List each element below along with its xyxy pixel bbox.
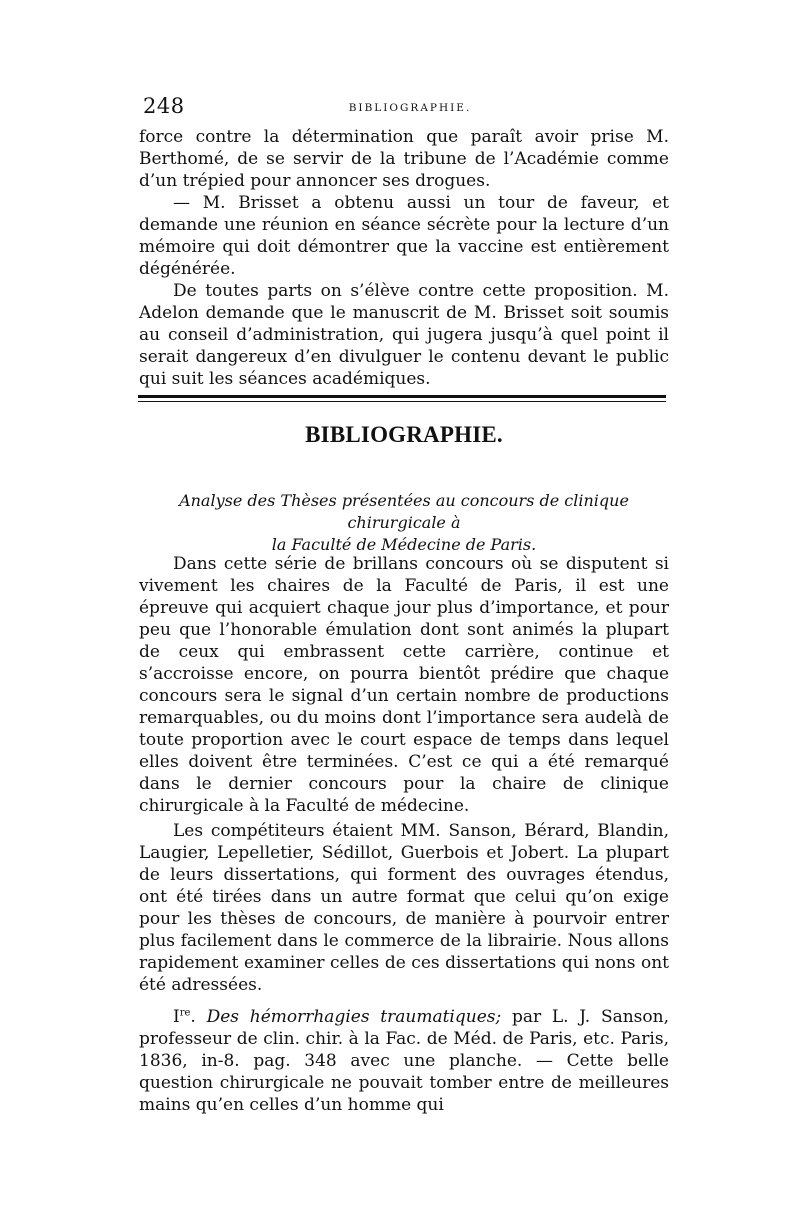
subtitle-line: la Faculté de Médecine de Paris.	[271, 535, 537, 554]
bibliography-body	[139, 553, 669, 1116]
divider-thin-rule	[138, 401, 666, 402]
body-paragraph: Les compétiteurs étaient MM. Sanson, Bérard, Blandin, Laugier, Lepelletier, Sédillot, Guerbois et Jobert. La plupart de leurs dissertations, qui forment des ouvrages étendus, ont été tirées dans un autre format que celui qu’on exige pour les thèses de concours, de manière à pourvoir entrer plus facilement dans le commerce de la librairie. Nous allons rapidement examiner celles de ces dissertations qui nons ont été adressées.	[139, 821, 669, 995]
entry-details: par L. J. Sanson, professeur de clin. chir. à la Fac. de Méd. de Paris, etc. Paris, 1836, in-8. pag. 348 avec une planche. — Cette belle question chirurgicale ne pouvait tomber entre de meilleures mains qu’en celles d’un homme qui	[139, 1007, 669, 1115]
bibliography-entry	[139, 1006, 669, 1116]
page-number: 248	[143, 94, 185, 118]
section-subtitle	[139, 490, 669, 556]
preceding-text-block	[139, 126, 669, 390]
body-paragraph: Dans cette série de brillans concours où se disputent si vivement les chaires de la Faculté de Paris, il est une épreuve qui acquiert chaque jour plus d’importance, et pour peu que l’honorable émulation dont sont animés la plupart de ceux qui embrassent cette carrière, continue et s’accroisse encore, on pourra bientôt prédire que chaque concours sera le signal d’un certain nombre de productions remarquables, ou du moins dont l’importance sera audelà de toute proportion avec le court espace de temps dans lequel elles doivent être terminées. C’est ce qui a été remarqué dans le dernier concours pour la chaire de clinique chirurgicale à la Faculté de médecine.	[139, 554, 669, 816]
section-title: BIBLIOGRAPHIE.	[305, 422, 503, 447]
text-paragraph: — M. Brisset a obtenu aussi un tour de faveur, et demande une réunion en séance sécrète pour la lecture d’un mémoire qui doit démontrer que la vaccine est entièrement dégénérée.	[139, 193, 669, 279]
divider-thick-rule	[138, 395, 666, 398]
subtitle-line: Analyse des Thèses présentées au concours de clinique chirurgicale à	[179, 491, 629, 532]
running-title: BIBLIOGRAPHIE.	[348, 102, 472, 114]
text-paragraph: De toutes parts on s’élève contre cette proposition. M. Adelon demande que le manuscrit de M. Brisset soit soumis au conseil d’administration, qui jugera jusqu’à quel point il serait dangereux d’en divulguer le contenu devant le public qui suit les séances académiques.	[139, 281, 669, 389]
entry-separator: .	[190, 1007, 207, 1027]
entry-superscript: re	[179, 1007, 191, 1019]
entry-roman-numeral: I	[173, 1007, 180, 1027]
section-divider	[138, 395, 666, 405]
text-paragraph: force contre la détermination que paraît avoir prise M. Berthomé, de se servir de la tribune de l’Académie comme d’un trépied pour annoncer ses drogues.	[139, 127, 669, 191]
entry-title: Des hémorrhagies traumatiques;	[206, 1007, 502, 1027]
